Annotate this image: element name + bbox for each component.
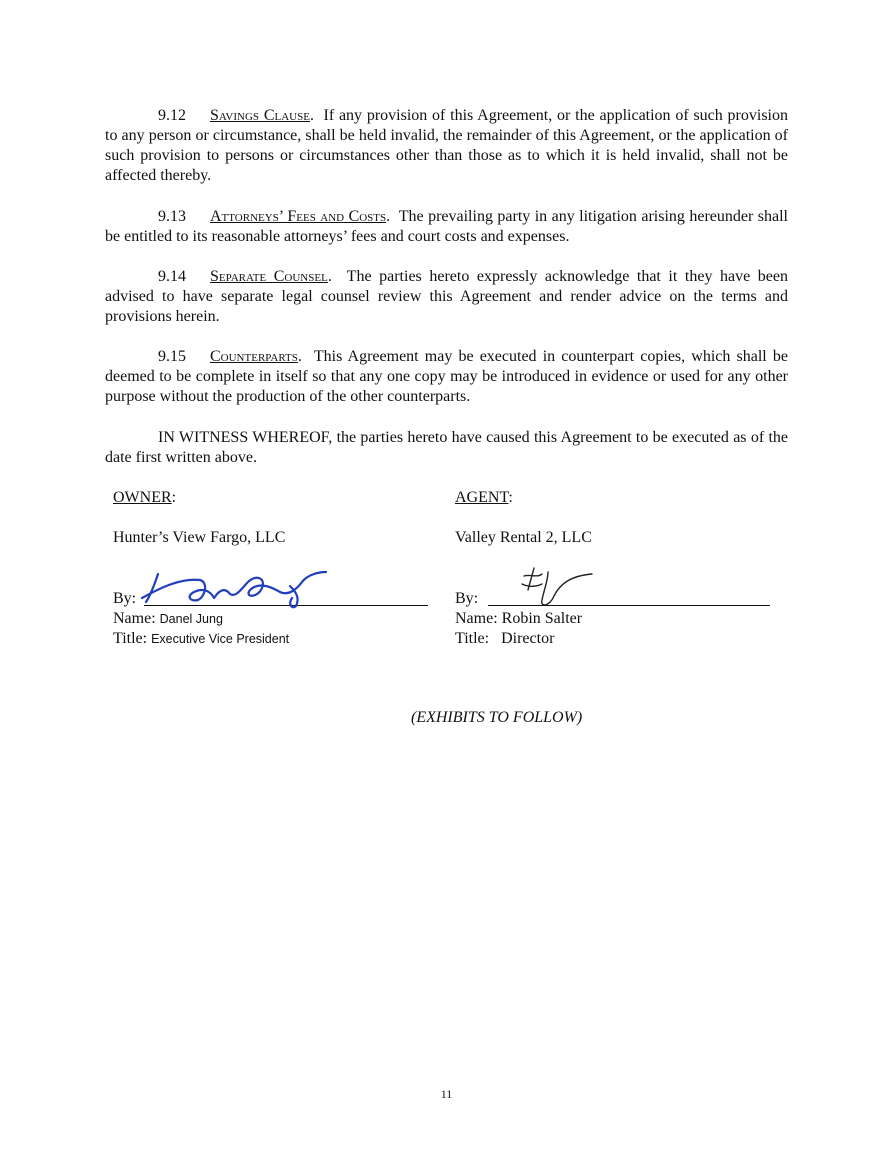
owner-name: Danel Jung	[159, 612, 223, 626]
agent-label-colon: :	[508, 489, 513, 506]
agent-entity: Valley Rental 2, LLC	[455, 529, 592, 546]
section-number: 9.13	[158, 208, 186, 225]
agent-name-label: Name:	[455, 610, 498, 627]
exhibits-note: (EXHIBITS TO FOLLOW)	[411, 709, 583, 726]
section-9-14: 9.14 Separate Counsel. The parties hereto expressly acknowledge that it they have been advised to have separate legal counsel review this Agreement and render advice on the terms and provisions herein.	[105, 268, 789, 325]
owner-label-line	[113, 489, 176, 507]
agent-name: Robin Salter	[501, 610, 583, 627]
section-number: 9.14	[158, 268, 186, 285]
owner-title-label: Title:	[113, 630, 148, 647]
owner-label-colon: :	[171, 489, 177, 506]
section-text: The prevailing party in any litigation arising hereunder shall be entitled to its reasonable attorneys’ fees and court costs and expenses.	[105, 208, 788, 245]
agent-title-line	[455, 630, 554, 648]
section-heading: Separate Counsel	[210, 268, 328, 285]
witness-clause	[105, 428, 788, 468]
owner-title: Executive Vice President	[151, 632, 290, 646]
section-heading: Counterparts	[210, 348, 298, 365]
section-heading: Savings Clause	[210, 107, 310, 124]
section-text: This Agreement may be executed in counterpart copies, which shall be deemed to be complete in itself so that any one copy may be introduced in evidence or used for any other purpose without the production of the other counterparts.	[105, 348, 788, 405]
owner-by-label: By:	[113, 590, 137, 607]
agent-name-line	[455, 610, 582, 628]
agent-signature	[520, 566, 600, 610]
section-heading: Attorneys’ Fees and Costs	[210, 208, 387, 225]
agent-title: Director	[501, 630, 555, 647]
agent-title-label: Title:	[455, 630, 490, 647]
section-9-15: 9.15 Counterparts. This Agreement may be executed in counterpart copies, which shall be deemed to be complete in itself so that any one copy may be introduced in evidence or used for any other purpose without the production of the other counterparts.	[105, 348, 788, 405]
witness-text: IN WITNESS WHEREOF, the parties hereto have caused this Agreement to be executed as of the date first written above.	[105, 429, 788, 466]
agent-label: AGENT	[455, 489, 509, 506]
owner-signature	[140, 568, 330, 610]
owner-entity: Hunter’s View Fargo, LLC	[113, 529, 286, 546]
page-number: 11	[440, 1087, 453, 1101]
agent-by-label: By:	[455, 590, 479, 607]
section-number: 9.15	[158, 348, 186, 365]
agent-label-line	[455, 489, 513, 507]
owner-name-label: Name:	[113, 610, 156, 627]
owner-label: OWNER	[113, 489, 172, 506]
section-text: If any provision of this Agreement, or the application of such provision to any person or circumstance, shall be held invalid, the remainder of this Agreement, or the application of such provision to persons or circumstances other than those as to which it is held invalid, shall not be affected thereby.	[105, 107, 788, 184]
section-text: The parties hereto expressly acknowledge that it they have been advised to have separate legal counsel review this Agreement and render advice on the terms and provisions herein.	[105, 268, 789, 325]
owner-title-line	[113, 630, 289, 648]
section-9-13: 9.13 Attorneys’ Fees and Costs. The prevailing party in any litigation arising hereunder shall be entitled to its reasonable attorneys’ fees and court costs and expenses.	[105, 208, 788, 245]
owner-name-line	[113, 610, 223, 628]
section-number: 9.12	[158, 107, 186, 124]
section-9-12: 9.12 Savings Clause. If any provision of this Agreement, or the application of such provision to any person or circumstance, shall be held invalid, the remainder of this Agreement, or the application of such provision to persons or circumstances other than those as to which it is held invalid, shall not be affected thereby.	[105, 107, 788, 184]
